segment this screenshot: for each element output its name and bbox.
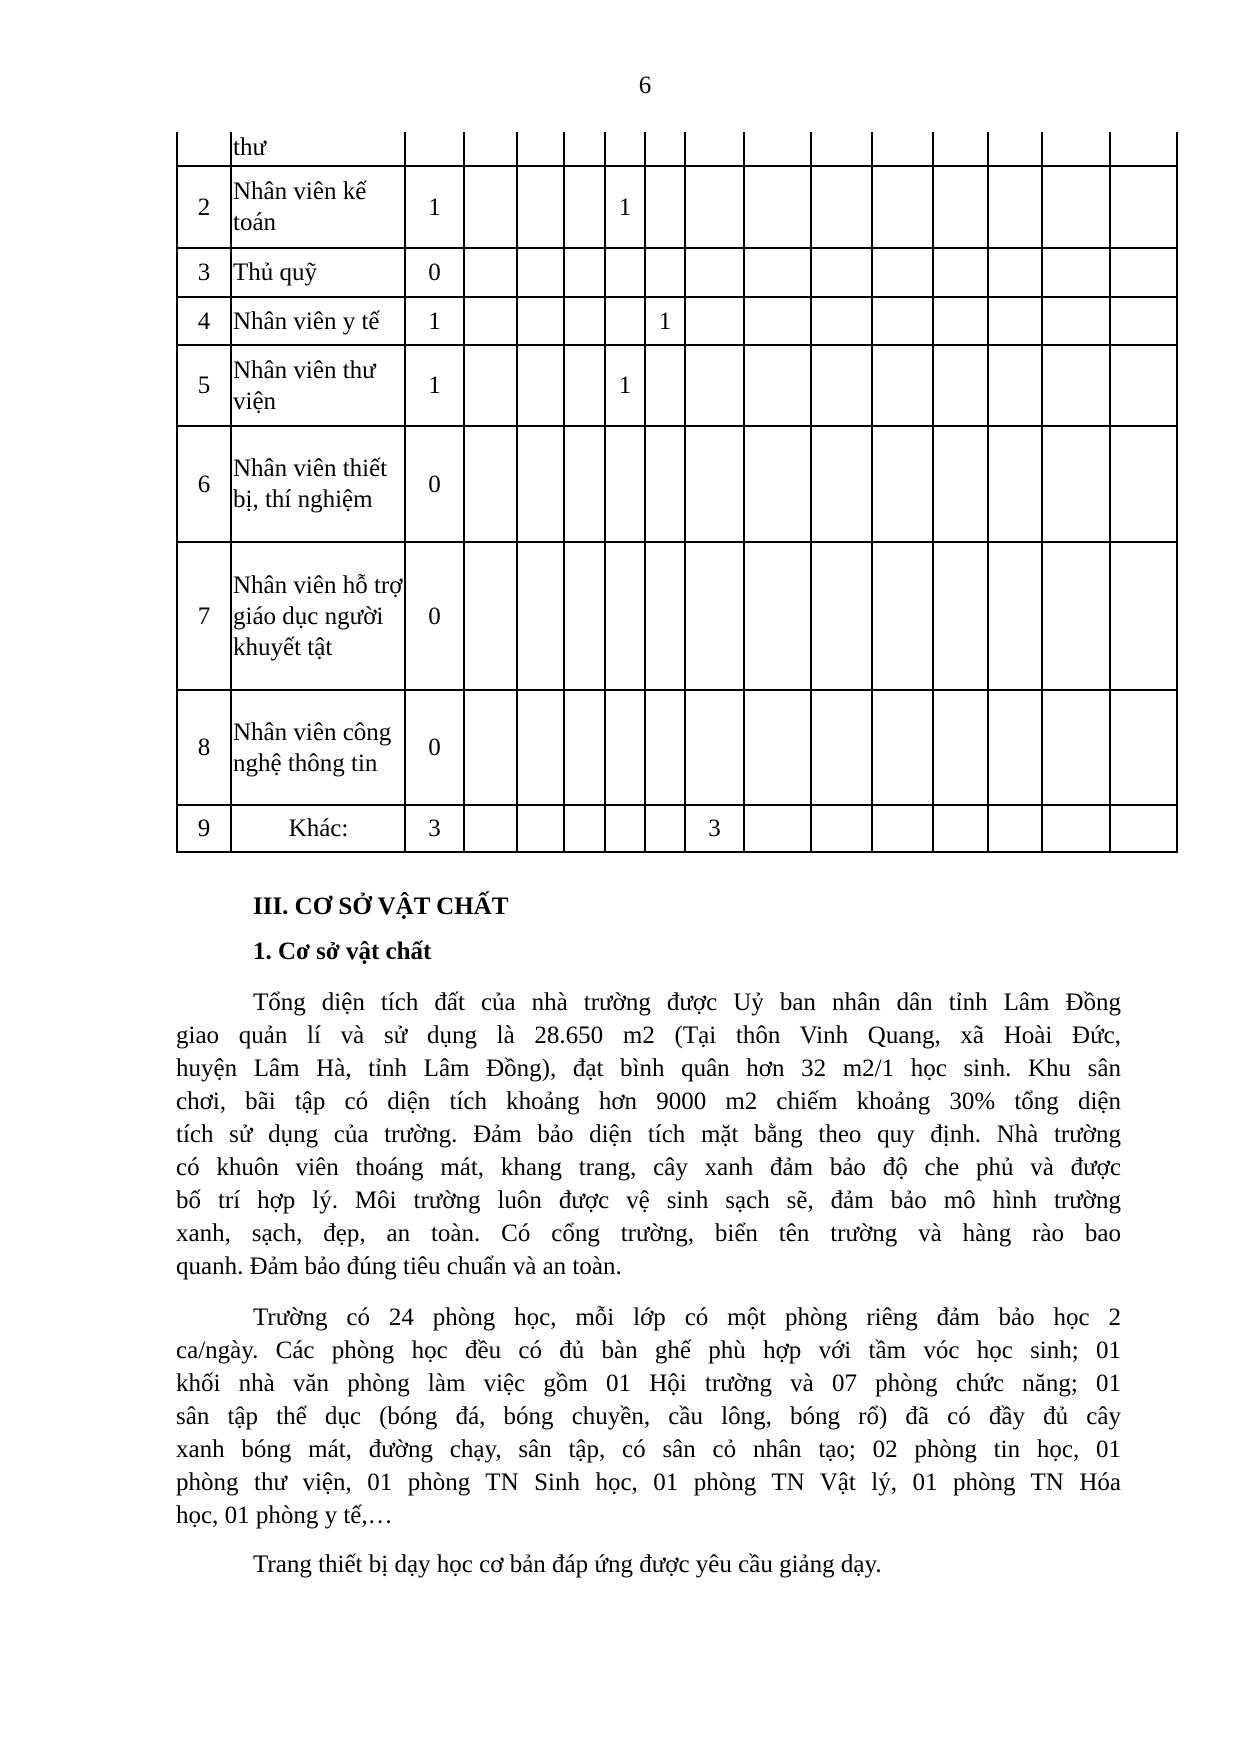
value-cell bbox=[933, 297, 988, 345]
value-cell bbox=[685, 248, 744, 297]
table-row bbox=[177, 690, 1177, 805]
value-cell bbox=[605, 297, 645, 345]
value-cell bbox=[811, 166, 872, 248]
table-row bbox=[177, 805, 1177, 852]
paragraph-line: Trường có 24 phòng học, mỗi lớp có một phòng riêng đảm bảo học 2 bbox=[253, 1304, 1121, 1331]
row-number-cell: 5 bbox=[177, 345, 231, 426]
value-cell bbox=[872, 805, 933, 852]
value-cell: 0 bbox=[405, 542, 464, 690]
value-cell bbox=[645, 166, 685, 248]
paragraph-line: quanh. Đảm bảo đúng tiêu chuẩn và an toàn. bbox=[176, 1253, 622, 1280]
value-cell: 0 bbox=[405, 690, 464, 805]
value-cell bbox=[564, 297, 605, 345]
value-cell bbox=[645, 132, 685, 166]
value-cell bbox=[872, 297, 933, 345]
paragraph-line: xanh, sạch, đẹp, an toàn. Có cổng trường, biển tên trường và hàng rào bao bbox=[176, 1220, 1121, 1247]
value-cell bbox=[1110, 690, 1177, 805]
value-cell bbox=[464, 166, 517, 248]
value-cell bbox=[1042, 166, 1110, 248]
value-cell bbox=[744, 132, 811, 166]
value-cell bbox=[988, 426, 1042, 542]
paragraph-classrooms bbox=[176, 1301, 1121, 1532]
value-cell bbox=[517, 426, 564, 542]
position-name-cell: Nhân viên kế toán bbox=[231, 166, 405, 248]
table-row bbox=[177, 542, 1177, 690]
value-cell bbox=[464, 345, 517, 426]
value-cell bbox=[564, 542, 605, 690]
paragraph-line: bố trí hợp lý. Môi trường luôn được vệ sinh sạch sẽ, đảm bảo mô hình trường bbox=[176, 1187, 1121, 1214]
table-row bbox=[177, 132, 1177, 166]
staff-table bbox=[176, 132, 1178, 853]
value-cell bbox=[517, 805, 564, 852]
value-cell bbox=[744, 690, 811, 805]
value-cell bbox=[872, 345, 933, 426]
value-cell bbox=[564, 345, 605, 426]
value-cell bbox=[811, 345, 872, 426]
value-cell bbox=[988, 805, 1042, 852]
value-cell bbox=[564, 426, 605, 542]
value-cell bbox=[685, 297, 744, 345]
value-cell: 1 bbox=[605, 166, 645, 248]
value-cell bbox=[933, 542, 988, 690]
value-cell bbox=[464, 690, 517, 805]
value-cell bbox=[464, 132, 517, 166]
value-cell bbox=[933, 805, 988, 852]
value-cell: 1 bbox=[405, 166, 464, 248]
value-cell bbox=[564, 690, 605, 805]
value-cell bbox=[872, 690, 933, 805]
value-cell bbox=[1042, 542, 1110, 690]
value-cell bbox=[605, 248, 645, 297]
paragraph-line: xanh bóng mát, đường chạy, sân tập, có sân cỏ nhân tạo; 02 phòng tin học, 01 bbox=[176, 1436, 1121, 1463]
value-cell bbox=[811, 132, 872, 166]
value-cell bbox=[1110, 297, 1177, 345]
row-number-cell: 4 bbox=[177, 297, 231, 345]
value-cell bbox=[988, 345, 1042, 426]
value-cell bbox=[605, 805, 645, 852]
value-cell: 0 bbox=[405, 426, 464, 542]
position-name-cell: Nhân viên y tế bbox=[231, 297, 405, 345]
paragraph-line: Tổng diện tích đất của nhà trường được Uỷ ban nhân dân tỉnh Lâm Đồng bbox=[253, 989, 1121, 1016]
value-cell bbox=[517, 132, 564, 166]
value-cell bbox=[564, 132, 605, 166]
paragraph-line: ca/ngày. Các phòng học đều có đủ bàn ghế phù hợp với tầm vóc học sinh; 01 bbox=[176, 1337, 1121, 1364]
value-cell bbox=[605, 426, 645, 542]
table-row bbox=[177, 248, 1177, 297]
value-cell bbox=[811, 297, 872, 345]
value-cell bbox=[405, 132, 464, 166]
value-cell bbox=[645, 805, 685, 852]
value-cell: 0 bbox=[405, 248, 464, 297]
value-cell bbox=[1042, 132, 1110, 166]
value-cell bbox=[564, 805, 605, 852]
value-cell bbox=[744, 248, 811, 297]
row-number-cell bbox=[177, 132, 231, 166]
value-cell bbox=[744, 166, 811, 248]
value-cell: 1 bbox=[605, 345, 645, 426]
value-cell bbox=[1110, 248, 1177, 297]
row-number-cell: 3 bbox=[177, 248, 231, 297]
row-number-cell: 8 bbox=[177, 690, 231, 805]
value-cell bbox=[811, 690, 872, 805]
value-cell bbox=[517, 542, 564, 690]
value-cell bbox=[933, 248, 988, 297]
subsection-heading: 1. Cơ sở vật chất bbox=[253, 938, 432, 965]
row-number-cell: 7 bbox=[177, 542, 231, 690]
value-cell bbox=[645, 426, 685, 542]
paragraph-line: tích sử dụng của trường. Đảm bảo diện tích mặt bằng theo quy định. Nhà trường bbox=[176, 1121, 1121, 1148]
value-cell bbox=[685, 166, 744, 248]
value-cell bbox=[811, 805, 872, 852]
value-cell: 3 bbox=[685, 805, 744, 852]
value-cell bbox=[685, 690, 744, 805]
value-cell bbox=[645, 345, 685, 426]
position-name-cell: Khác: bbox=[231, 805, 405, 852]
paragraph-line: có khuôn viên thoáng mát, khang trang, cây xanh đảm bảo độ che phủ và được bbox=[176, 1154, 1121, 1181]
value-cell bbox=[872, 166, 933, 248]
value-cell bbox=[872, 426, 933, 542]
value-cell bbox=[1110, 426, 1177, 542]
value-cell bbox=[988, 248, 1042, 297]
value-cell bbox=[933, 345, 988, 426]
value-cell bbox=[933, 166, 988, 248]
paragraph-line: sân tập thể dục (bóng đá, bóng chuyền, cầu lông, bóng rổ) đã có đầy đủ cây bbox=[176, 1403, 1121, 1430]
paragraph-line: giao quản lí và sử dụng là 28.650 m2 (Tại thôn Vinh Quang, xã Hoài Đức, bbox=[176, 1022, 1121, 1049]
position-name-cell: Nhân viên hỗ trợ giáo dục người khuyết tật bbox=[231, 542, 405, 690]
paragraph-land-area bbox=[176, 986, 1121, 1283]
row-number-cell: 2 bbox=[177, 166, 231, 248]
value-cell bbox=[605, 690, 645, 805]
position-name-cell: Thủ quỹ bbox=[231, 248, 405, 297]
value-cell bbox=[811, 426, 872, 542]
row-number-cell: 9 bbox=[177, 805, 231, 852]
value-cell bbox=[988, 297, 1042, 345]
value-cell: 1 bbox=[405, 297, 464, 345]
value-cell bbox=[933, 132, 988, 166]
page-number: 6 bbox=[638, 72, 652, 99]
value-cell bbox=[988, 690, 1042, 805]
value-cell bbox=[1042, 426, 1110, 542]
value-cell bbox=[464, 542, 517, 690]
value-cell: 3 bbox=[405, 805, 464, 852]
value-cell bbox=[811, 542, 872, 690]
value-cell bbox=[1042, 805, 1110, 852]
value-cell bbox=[744, 805, 811, 852]
value-cell bbox=[1110, 805, 1177, 852]
value-cell bbox=[517, 166, 564, 248]
table-row bbox=[177, 426, 1177, 542]
value-cell bbox=[685, 426, 744, 542]
value-cell: 1 bbox=[645, 297, 685, 345]
value-cell bbox=[744, 345, 811, 426]
value-cell bbox=[988, 542, 1042, 690]
value-cell bbox=[685, 345, 744, 426]
value-cell bbox=[872, 542, 933, 690]
value-cell bbox=[872, 248, 933, 297]
value-cell bbox=[811, 248, 872, 297]
value-cell bbox=[464, 248, 517, 297]
value-cell bbox=[988, 166, 1042, 248]
value-cell bbox=[744, 426, 811, 542]
position-name-cell: Nhân viên thư viện bbox=[231, 345, 405, 426]
value-cell bbox=[605, 542, 645, 690]
value-cell bbox=[1110, 542, 1177, 690]
value-cell bbox=[1042, 248, 1110, 297]
paragraph-line: khối nhà văn phòng làm việc gồm 01 Hội trường và 07 phòng chức năng; 01 bbox=[176, 1370, 1121, 1397]
value-cell bbox=[1042, 345, 1110, 426]
value-cell bbox=[1042, 690, 1110, 805]
paragraph-line: học, 01 phòng y tế,… bbox=[176, 1502, 393, 1529]
value-cell bbox=[1110, 132, 1177, 166]
value-cell bbox=[517, 297, 564, 345]
value-cell bbox=[464, 805, 517, 852]
value-cell bbox=[988, 132, 1042, 166]
value-cell bbox=[685, 542, 744, 690]
position-name-cell: Nhân viên thiết bị, thí nghiệm bbox=[231, 426, 405, 542]
position-name-cell: thư bbox=[231, 132, 405, 166]
value-cell bbox=[685, 132, 744, 166]
section-heading: III. CƠ SỞ VẬT CHẤT bbox=[253, 893, 509, 920]
value-cell: 1 bbox=[405, 345, 464, 426]
value-cell bbox=[517, 690, 564, 805]
row-number-cell: 6 bbox=[177, 426, 231, 542]
value-cell bbox=[1042, 297, 1110, 345]
value-cell bbox=[517, 345, 564, 426]
value-cell bbox=[517, 248, 564, 297]
value-cell bbox=[645, 690, 685, 805]
table-row bbox=[177, 345, 1177, 426]
value-cell bbox=[1110, 345, 1177, 426]
value-cell bbox=[605, 132, 645, 166]
value-cell bbox=[872, 132, 933, 166]
value-cell bbox=[564, 166, 605, 248]
value-cell bbox=[933, 690, 988, 805]
value-cell bbox=[933, 426, 988, 542]
paragraph-line: chơi, bãi tập có diện tích khoảng hơn 9000 m2 chiếm khoảng 30% tổng diện bbox=[176, 1088, 1121, 1115]
value-cell bbox=[1110, 166, 1177, 248]
value-cell bbox=[744, 297, 811, 345]
table-row bbox=[177, 297, 1177, 345]
paragraph-line: phòng thư viện, 01 phòng TN Sinh học, 01 phòng TN Vật lý, 01 phòng TN Hóa bbox=[176, 1469, 1121, 1496]
paragraph-line: Trang thiết bị dạy học cơ bản đáp ứng được yêu cầu giảng dạy. bbox=[253, 1551, 882, 1578]
position-name-cell: Nhân viên công nghệ thông tin bbox=[231, 690, 405, 805]
table-row bbox=[177, 166, 1177, 248]
value-cell bbox=[464, 426, 517, 542]
paragraph-equipment bbox=[176, 1548, 1121, 1581]
value-cell bbox=[564, 248, 605, 297]
value-cell bbox=[744, 542, 811, 690]
paragraph-line: huyện Lâm Hà, tỉnh Lâm Đồng), đạt bình quân hơn 32 m2/1 học sinh. Khu sân bbox=[176, 1055, 1121, 1082]
value-cell bbox=[464, 297, 517, 345]
value-cell bbox=[645, 542, 685, 690]
value-cell bbox=[645, 248, 685, 297]
